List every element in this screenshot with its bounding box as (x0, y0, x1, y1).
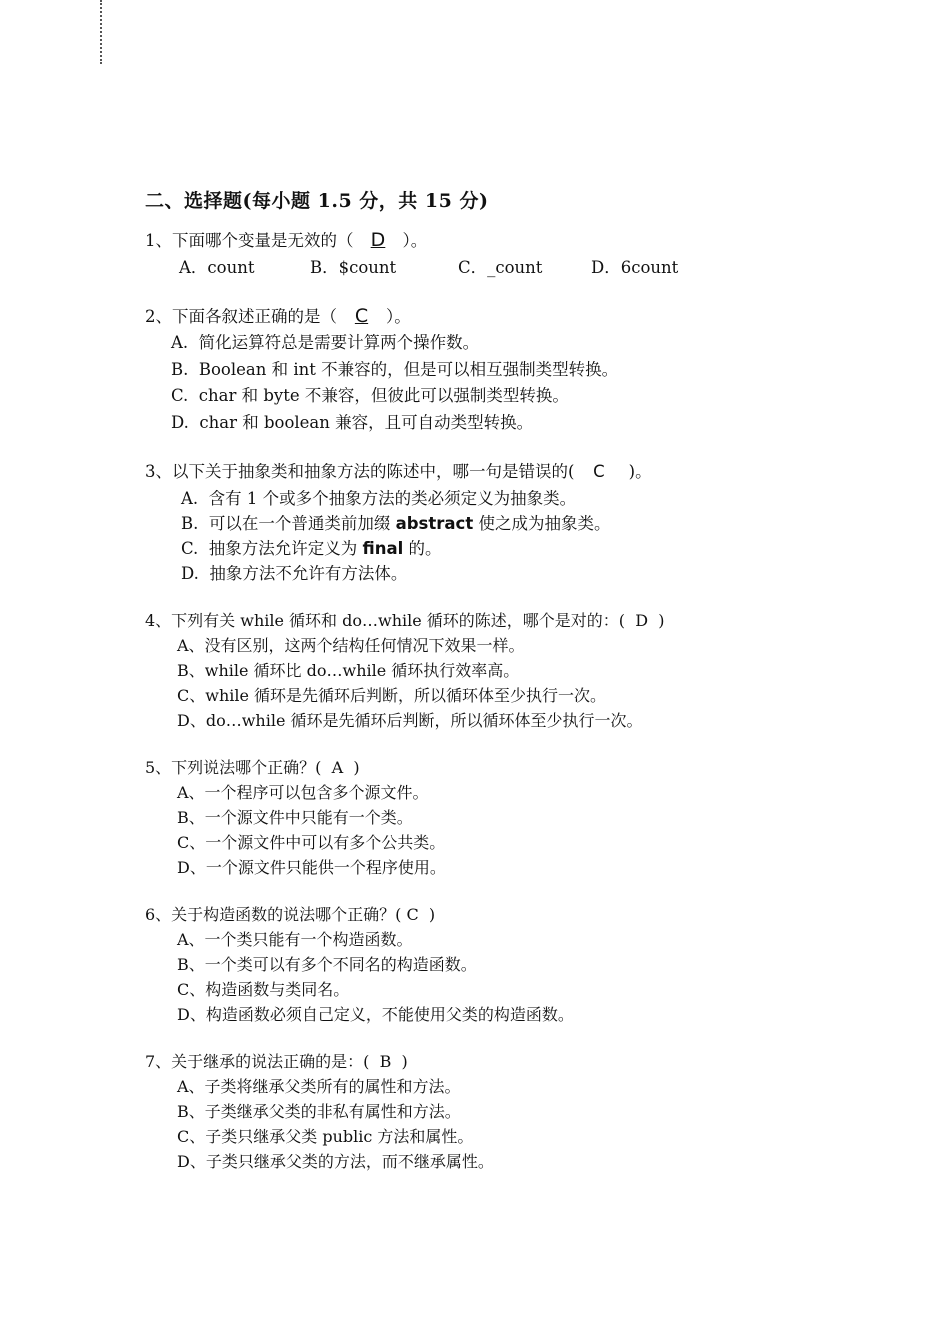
option-b: B、while 循环比 do…while 循环执行效率高。 (177, 661, 520, 680)
question-stem: 1、下面哪个变量是无效的（ D ）。 (145, 227, 905, 254)
keyword-final: final (362, 539, 404, 558)
option-d: D. char 和 boolean 兼容，且可自动类型转换。 (171, 412, 534, 432)
option-d: D、构造函数必须自己定义，不能使用父类的构造函数。 (177, 1005, 574, 1024)
option-c: C、一个源文件中可以有多个公共类。 (177, 833, 446, 852)
option-c: C、while 循环是先循环后判断，所以循环体至少执行一次。 (177, 686, 607, 705)
option-c: C、构造函数与类同名。 (177, 980, 350, 999)
option-b: B、一个类可以有多个不同名的构造函数。 (177, 955, 477, 974)
question-stem: 4、下列有关 while 循环和 do…while 循环的陈述，哪个是对的：( D ) (145, 611, 665, 630)
question-2 (145, 303, 905, 436)
question-6 (145, 902, 905, 1027)
option-c: C. 抽象方法允许定义为 final 的。 (181, 539, 442, 558)
option-c: C、子类只继承父类 public 方法和属性。 (177, 1127, 474, 1146)
exam-page (145, 186, 905, 1196)
question-3 (145, 458, 905, 586)
option-b: B. Boolean 和 int 不兼容的，但是可以相互强制类型转换。 (171, 359, 619, 379)
option-row (145, 254, 905, 281)
question-stem: 6、关于构造函数的说法哪个正确？( C ) (145, 905, 436, 924)
option-a: A、一个程序可以包含多个源文件。 (177, 783, 429, 802)
option-c: C. char 和 byte 不兼容，但彼此可以强制类型转换。 (171, 386, 569, 405)
option-b: B. 可以在一个普通类前加缀 abstract 使之成为抽象类。 (181, 514, 611, 533)
answer-blank: C (354, 305, 369, 327)
option-d: D．6count (591, 258, 679, 277)
question-stem: 5、下列说法哪个正确？( A ) (145, 758, 360, 777)
question-stem: 3、以下关于抽象类和抽象方法的陈述中，哪一句是错误的( C )。 (145, 458, 905, 486)
option-a: A、没有区别，这两个结构任何情况下效果一样。 (177, 636, 525, 655)
option-d: D、do…while 循环是先循环后判断，所以循环体至少执行一次。 (177, 711, 643, 730)
question-stem: 7、关于继承的说法正确的是：( B ) (145, 1052, 408, 1071)
option-a: A．count (179, 258, 255, 277)
section-title: 二、选择题(每小题 1.5 分，共 15 分) (145, 190, 489, 212)
option-b: B．$count (310, 258, 397, 277)
binding-margin-dots (100, 0, 102, 64)
option-d: D. 抽象方法不允许有方法体。 (181, 564, 408, 583)
option-a: A. 简化运算符总是需要计算两个操作数。 (171, 333, 480, 352)
option-d: D、一个源文件只能供一个程序使用。 (177, 858, 446, 877)
question-stem: 2、下面各叙述正确的是（ C ）。 (145, 303, 905, 330)
option-d: D、子类只继承父类的方法，而不继承属性。 (177, 1152, 494, 1171)
question-4 (145, 608, 905, 733)
option-a: A、一个类只能有一个构造函数。 (177, 930, 413, 949)
option-a: A、子类将继承父类所有的属性和方法。 (177, 1077, 461, 1096)
question-7 (145, 1049, 905, 1174)
question-5 (145, 755, 905, 880)
question-1 (145, 227, 905, 281)
answer-blank: C (593, 462, 605, 481)
answer-blank: D (370, 229, 386, 251)
option-b: B、一个源文件中只能有一个类。 (177, 808, 413, 827)
keyword-abstract: abstract (395, 514, 474, 533)
option-b: B、子类继承父类的非私有属性和方法。 (177, 1102, 461, 1121)
option-a: A. 含有 1 个或多个抽象方法的类必须定义为抽象类。 (181, 489, 577, 508)
option-c: C．_count (458, 258, 543, 277)
